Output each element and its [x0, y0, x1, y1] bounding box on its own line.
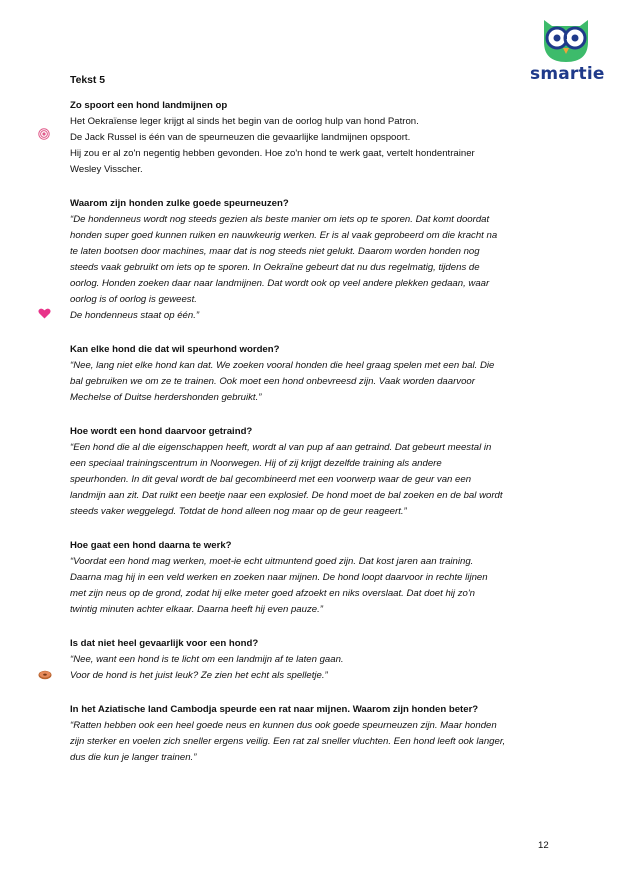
question: Waarom zijn honden zulke goede speurneuzen?: [70, 198, 289, 209]
article-intro: [70, 114, 550, 178]
answer-line: bal gebruiken we om ze te trainen. Ook moet een hond onbevreesd zijn. Vaak worden daarvoor: [70, 376, 475, 387]
intro-line: Hij zou er al zo'n negentig hebben gevonden. Hoe zo'n hond te werk gaat, vertelt hondentrainer: [70, 148, 475, 159]
qa-section: [70, 702, 550, 766]
article-title: Zo spoort een hond landmijnen op: [70, 100, 228, 111]
answer-line: oorlog is of oorlog is geweest.: [70, 294, 197, 305]
question: Hoe gaat een hond daarna te werk?: [70, 540, 232, 551]
answer-line: dus die kun je langer trainen.”: [70, 752, 197, 763]
heart-icon: [38, 308, 51, 319]
page-number: 12: [538, 840, 549, 851]
answer-line: zijn sterker en voelen zich sneller ergens veilig. Een rat zal sneller vluchten. Een hond leeft ook langer,: [70, 736, 506, 747]
question: Hoe wordt een hond daarvoor getraind?: [70, 426, 253, 437]
intro-line: Wesley Visscher.: [70, 164, 143, 175]
donut-icon: [38, 670, 52, 680]
answer-line: honden super goed kunnen ruiken en nauwkeurig werken. Er is al vaak geprobeerd om die kracht na: [70, 230, 498, 241]
article: [70, 73, 550, 766]
answer-line: steeds vaker weggelegd. Totdat de hond alleen nog maar op de geur reageert.”: [70, 506, 407, 517]
qa-section: [70, 196, 550, 324]
answer-line: met zijn neus op de grond, zodat hij elke meter goed afzoekt en niks overslaat. Dat doet hij zo'n: [70, 588, 476, 599]
answer-line: speurhonden. In dit geval wordt de bal gecombineerd met een voorwerp waar de geur van een: [70, 474, 472, 485]
intro-line: De Jack Russel is één van de speurneuzen die gevaarlijke landmijnen opspoort.: [70, 132, 411, 143]
answer-line: De hondenneus staat op één.”: [70, 310, 200, 321]
answer-line: Mechelse of Duitse herdershonden gebruikt.”: [70, 392, 262, 403]
qa-section: [70, 538, 550, 618]
target-icon: [38, 128, 50, 140]
answer-line: steeds vaak gebruikt om iets op te sporen. In Oekraïne gebeurt dat nu dus regelmatig, tijdens de: [70, 262, 480, 273]
logo-text: smartie: [530, 64, 605, 84]
answer-line: te laten bootsen door machines, maar dat is nog steeds niet gelukt. Daarom worden honden nog: [70, 246, 480, 257]
answer-line: een speciaal trainingscentrum in Noorwegen. Hij of zij krijgt dezelfde training als andere: [70, 458, 442, 469]
answer-line: “Nee, lang niet elke hond kan dat. We zoeken vooral honden die heel graag spelen met een bal. Die: [70, 360, 495, 371]
qa-section: [70, 636, 550, 684]
answer-line: Daarna mag hij in een veld werken en zoeken naar mijnen. De hond loopt daarvoor in rechte lijnen: [70, 572, 488, 583]
answer-line: oorlog. Honden zoeken daar naar landmijnen. Dat wordt ook op veel andere plekken gedaan, waar: [70, 278, 490, 289]
answer-line: “Nee, want een hond is te licht om een landmijn af te laten gaan.: [70, 654, 344, 665]
question: Kan elke hond die dat wil speurhond worden?: [70, 344, 280, 355]
answer-line: landmijn aan zit. Dat ruikt een beetje naar een explosief. De hond moet de bal zoeken en de bal wordt: [70, 490, 503, 501]
answer-line: “Voordat een hond mag werken, moet-ie echt uitmuntend goed zijn. Dat kost jaren aan training.: [70, 556, 474, 567]
qa-section: [70, 342, 550, 406]
answer-line: “Ratten hebben ook een heel goede neus en kunnen dus ook goede speurneuzen zijn. Maar honden: [70, 720, 497, 731]
intro-line: Het Oekraïense leger krijgt al sinds het begin van de oorlog hulp van hond Patron.: [70, 116, 419, 127]
answer-line: twintig minuten achter elkaar. Daarna heeft hij even pauze.”: [70, 604, 323, 615]
question: In het Aziatische land Cambodja speurde een rat naar mijnen. Waarom zijn honden beter?: [70, 704, 479, 715]
answer-line: “Een hond die al die eigenschappen heeft, wordt al van pup af aan getraind. Dat gebeurt meestal in: [70, 442, 492, 453]
text-number-label: Tekst 5: [70, 75, 106, 86]
question: Is dat niet heel gevaarlijk voor een hond?: [70, 638, 259, 649]
qa-section: [70, 424, 550, 520]
answer-line: Voor de hond is het juist leuk? Ze zien het echt als spelletje.”: [70, 670, 328, 681]
owl-with-glasses-icon: [530, 12, 602, 64]
answer-line: “De hondenneus wordt nog steeds gezien als beste manier om iets op te sporen. Dat komt doordat: [70, 214, 490, 225]
